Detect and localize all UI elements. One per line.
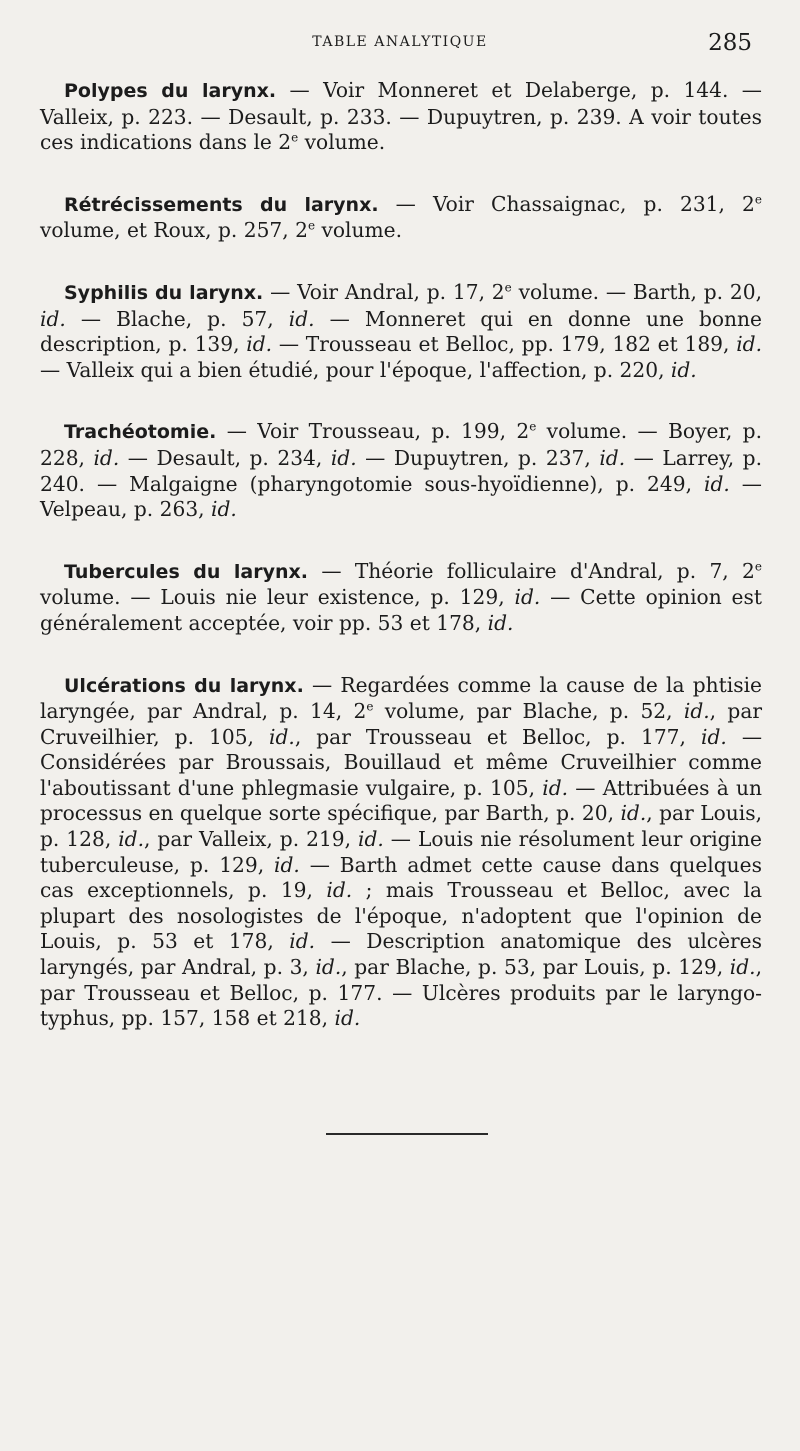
entry-text: , par Louis, p. 128,: [40, 801, 762, 852]
superscript: e: [529, 419, 537, 434]
entry-text: volume. — Barth, p. 20,: [511, 279, 763, 304]
italic-ref: id.: [704, 471, 730, 496]
italic-ref: id.: [315, 955, 342, 980]
entry-text: — Valleix qui a bien étudié, pour l'époque, l'affection, p. 220,: [40, 357, 671, 382]
italic-ref: id.: [700, 724, 727, 749]
italic-ref: id.: [358, 827, 384, 852]
index-entry: [40, 419, 762, 522]
italic-ref: id.: [274, 852, 300, 877]
entry-text: — Larrey, p. 240. — Malgaigne (pharyngotomie sous-hyoïdienne), p. 249,: [40, 445, 762, 496]
page-number: 285: [708, 30, 752, 56]
italic-ref: id.: [330, 445, 357, 470]
entry-text: — Desault, p. 234,: [119, 445, 331, 470]
entry-text: — Dupuytren, p. 237,: [356, 445, 600, 470]
entry-text: , par Cruveilhier, p. 105,: [40, 699, 763, 749]
entry-term: Trachéotomie.: [64, 421, 217, 444]
superscript: e: [754, 192, 762, 207]
entry-text: , par Trousseau et Belloc, p. 177,: [294, 724, 701, 749]
italic-ref: id.: [289, 929, 316, 954]
page-header: [0, 30, 800, 66]
index-entry: [40, 673, 762, 1032]
superscript: e: [307, 218, 316, 233]
italic-ref: id.: [487, 610, 514, 635]
entry-text: — Description anatomique des ulcères laryngés, par Andral, p. 3,: [40, 929, 762, 980]
entry-text: — Voir Chassaignac, p. 231, 2: [378, 191, 755, 216]
entry-text: volume, par Blache, p. 52,: [373, 699, 684, 724]
entry-text: , par Valleix, p. 219,: [144, 827, 359, 852]
entry-text: — Louis nie résolument leur origine tuberculeuse, p. 129,: [40, 827, 762, 877]
index-entry: [40, 78, 762, 156]
entry-term: Polypes du larynx.: [64, 80, 277, 102]
entry-text: , par Trousseau et Belloc, p. 177. — Ulcères produits par le laryngo-typhus, pp. 157, 158 et 218,: [40, 955, 762, 1031]
entry-term: Tubercules du larynx.: [64, 560, 309, 583]
index-entry: [40, 280, 762, 383]
superscript: e: [366, 699, 374, 714]
italic-ref: id.: [246, 332, 273, 357]
entry-text: volume. — Louis nie leur existence, p. 129,: [40, 585, 515, 610]
italic-ref: id.: [288, 306, 315, 331]
entry-text: — Barth admet cette cause dans quelques cas exceptionnels, p. 19,: [40, 852, 762, 903]
italic-ref: id.: [326, 878, 353, 903]
index-entry: [40, 192, 762, 244]
index-entry: [40, 559, 762, 637]
entry-text: — Trousseau et Belloc, pp. 179, 182 et 189,: [272, 332, 737, 357]
italic-ref: id.: [40, 306, 66, 331]
entry-text: — Blache, p. 57,: [65, 306, 289, 331]
italic-ref: id.: [93, 445, 120, 470]
italic-ref: id.: [599, 445, 626, 470]
entry-text: — Voir Monneret et Delaberge, p. 144. — Valleix, p. 223. — Desault, p. 233. — Dupuytren, p. 239. A voir toutes ces indications dans le 2: [40, 78, 762, 155]
italic-ref: id.: [334, 1006, 361, 1031]
entry-term: Ulcérations du larynx.: [64, 674, 304, 697]
superscript: e: [291, 130, 299, 145]
italic-ref: id.: [620, 801, 647, 826]
italic-ref: id.: [729, 955, 756, 980]
entry-term: Rétrécissements du larynx.: [64, 193, 379, 216]
superscript: e: [504, 280, 512, 295]
italic-ref: id.: [736, 332, 763, 357]
entry-text: — Voir Andral, p. 17, 2: [263, 279, 505, 304]
italic-ref: id.: [514, 585, 541, 610]
entry-text: — Voir Trousseau, p. 199, 2: [216, 419, 530, 444]
entry-text: — Regardées comme la cause de la phtisie laryngée, par Andral, p. 14, 2: [40, 672, 762, 724]
entry-text: — Considérées par Broussais, Bouillaud et même Cruveilhier comme l'aboutissant d'une phlegmasie vulgaire, p. 105,: [40, 724, 763, 800]
italic-ref: id.: [269, 724, 295, 749]
entry-text: — Cette opinion est généralement acceptée, voir pp. 53 et 178,: [40, 585, 762, 635]
entry-text: — Attribuées à un processus en quelque sorte spécifique, par Barth, p. 20,: [40, 775, 762, 826]
italic-ref: id.: [211, 497, 237, 522]
index-entries: [40, 78, 762, 1068]
running-title: TABLE ANALYTIQUE: [312, 34, 488, 50]
entry-text: — Velpeau, p. 263,: [40, 471, 762, 522]
entry-text: — Monneret qui en donne une bonne description, p. 139,: [40, 306, 762, 357]
entry-text: volume, et Roux, p. 257, 2: [40, 218, 308, 243]
italic-ref: id.: [683, 699, 710, 724]
entry-text: volume.: [298, 130, 386, 155]
end-rule: [326, 1133, 488, 1135]
entry-text: ; mais Trousseau et Belloc, avec la plupart des nosologistes de l'époque, n'adoptent que l'opinion de Louis, p. 53 et 178,: [40, 878, 762, 954]
superscript: e: [754, 558, 762, 573]
entry-text: volume.: [315, 218, 403, 243]
entry-term: Syphilis du larynx.: [64, 281, 264, 304]
italic-ref: id.: [542, 775, 569, 800]
entry-text: , par Blache, p. 53, par Louis, p. 129,: [341, 955, 730, 980]
entry-text: — Théorie folliculaire d'Andral, p. 7, 2: [308, 558, 755, 583]
italic-ref: id.: [670, 357, 697, 382]
entry-text: volume. — Boyer, p. 228,: [40, 419, 762, 470]
italic-ref: id.: [118, 827, 145, 852]
